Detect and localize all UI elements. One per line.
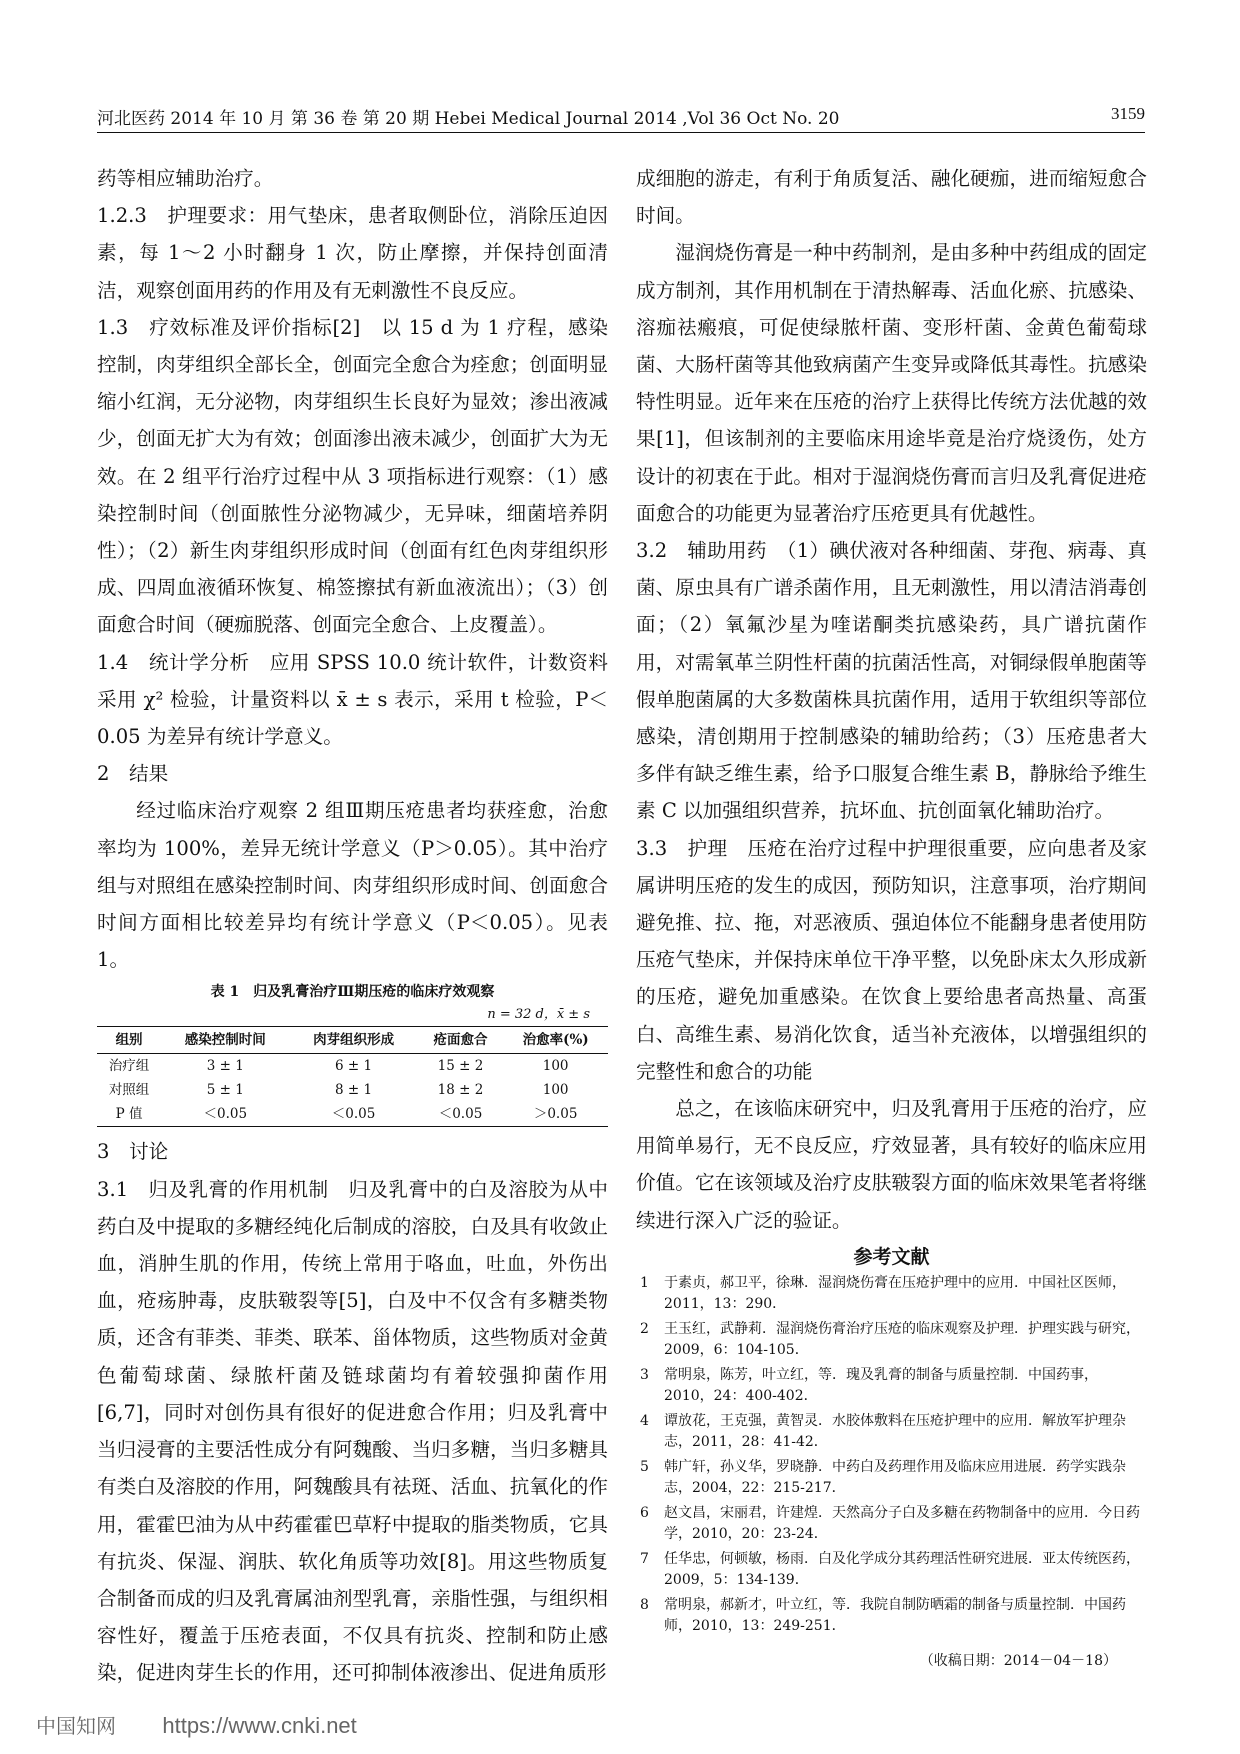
- paragraph-adjuvant: 3.2 辅助用药 （1）碘伏液对各种细菌、芽孢、病毒、真菌、原虫具有广谱杀菌作用，且无刺激性，用以清洁消毒创面；（2）氧氟沙星为喹诺酮类抗感染药，具广谱抗菌作用，对需氧革兰阴性杆菌的抗菌活性高，对铜绿假单胞菌等假单胞菌属的大多数菌株具抗菌作用，适用于软组织等部位感染，清创期用于控制感染的辅助给药；（3）压疮患者大多伴有缺乏维生素，给予口服复合维生素 B，静脉给予维生素 C 以加强组织营养，抗坏血、抗创面氧化辅助治疗。: [636, 539, 1147, 823]
- cnki-url[interactable]: https://www.cnki.net: [162, 1713, 357, 1738]
- table-cell: 100: [542, 1058, 569, 1075]
- paragraph-conclusion: 总之，在该临床研究中，归及乳膏用于压疮的治疗，应用简单易行，无不良反应，疗效显著，具有较好的临床应用价值。它在该领域及治疗皮肤皲裂方面的临床效果笔者将继续进行深入广泛的验证。: [636, 1097, 1147, 1232]
- reference-text: 王玉红，武静莉．湿润烧伤膏治疗压疮的临床观察及护理．护理实践与研究，2009，6：104-105．: [664, 1320, 1140, 1358]
- table-cell: ＜0.05: [438, 1106, 483, 1123]
- table-note: n = 32 d，x̄ ± s: [487, 1007, 590, 1023]
- table-header-cell: 组别: [115, 1032, 143, 1049]
- references-title: 参考文献: [853, 1245, 930, 1268]
- table-cell: 5 ± 1: [206, 1082, 244, 1099]
- table-header-cell: 疮面愈合: [433, 1032, 488, 1049]
- reference-item: [636, 1273, 1147, 1315]
- reference-number: 1: [640, 1274, 649, 1291]
- table-cell: 15 ± 2: [437, 1058, 484, 1075]
- reference-item: [636, 1457, 1147, 1499]
- paragraph-continued: 成细胞的游走，有利于角质复活、融化硬痂，进而缩短愈合时间。: [636, 167, 1147, 228]
- table-row: [97, 1078, 608, 1102]
- table-1: [97, 980, 608, 1127]
- header-rule: [97, 132, 1145, 133]
- watermark-footer: [36, 1710, 357, 1739]
- reference-item: [636, 1319, 1147, 1361]
- reference-list: [636, 1273, 1147, 1637]
- table-cell: ＜0.05: [331, 1106, 376, 1123]
- paragraph-statistics: 1.4 统计学分析 应用 SPSS 10.0 统计软件，计数资料采用 χ² 检验，计量资料以 x̄ ± s 表示，采用 t 检验，P＜0.05 为差异有统计学意义。: [97, 650, 608, 749]
- section-heading-discussion: 3 讨论: [97, 1140, 169, 1164]
- reference-text: 赵文昌，宋丽君，许建煌．天然高分子白及多糖在药物制备中的应用．今日药学，2010，20：23-24．: [664, 1504, 1140, 1542]
- paragraph-care: 3.3 护理 压疮在治疗过程中护理很重要，应向患者及家属讲明压疮的发生的成因，预防知识，注意事项，治疗期间避免推、拉、拖，对恶液质、强迫体位不能翻身患者使用防压疮气垫床，并保持床单位干净平整，以免卧床太久形成新的压疮，避免加重感染。在饮食上要给患者高热量、高蛋白、高维生素、易消化饮食，适当补充液体，以增强组织的完整性和愈合的功能: [636, 836, 1147, 1083]
- paragraph-mechanism: 3.1 归及乳膏的作用机制 归及乳膏中的白及溶胶为从中药白及中提取的多糖经纯化后制成的溶胶，白及具有收敛止血，消肿生肌的作用，传统上常用于咯血，吐血，外伤出血，疮疡肿毒，皮肤皲裂等[5]，白及中不仅含有多糖类物质，还含有菲类、菲类、联苯、甾体物质，这些物质对金黄色葡萄球菌、绿脓杆菌及链球菌均有着较强抑菌作用[6,7]，同时对创伤具有很好的促进愈合作用；归及乳膏中当归浸膏的主要活性成分有阿魏酸、当归多糖，当归多糖具有类白及溶胶的作用，阿魏酸具有祛斑、活血、抗氧化的作用，霍霍巴油为从中药霍霍巴草籽中提取的脂类物质，它具有抗炎、保湿、润肤、软化角质等功效[8]。用这些物质复合制备而成的归及乳膏属油剂型乳膏，亲脂性强，与组织相容性好，覆盖于压疮表面，不仅具有抗炎、控制和防止感染，促进肉芽生长的作用，还可抑制体液渗出、促进角质形: [97, 1177, 608, 1685]
- reference-number: 2: [640, 1320, 649, 1337]
- table-cell: 18 ± 2: [437, 1082, 484, 1099]
- reference-item: [636, 1549, 1147, 1591]
- received-date: （收稿日期：2014－04－18）: [919, 1652, 1117, 1669]
- paragraph-results: 经过临床治疗观察 2 组Ⅲ期压疮患者均获痊愈，治愈率均为 100%，差异无统计学意义（P＞0.05）。其中治疗组与对照组在感染控制时间、肉芽组织形成时间、创面愈合时间方面相比较差异均有统计学意义（P＜0.05）。见表 1。: [97, 799, 608, 972]
- reference-item: [636, 1411, 1147, 1453]
- table-cell: 治疗组: [108, 1058, 150, 1075]
- table-cell: 8 ± 1: [335, 1082, 373, 1099]
- table-cell: ＜0.05: [203, 1106, 248, 1123]
- reference-item: [636, 1365, 1147, 1407]
- table-header-row: [97, 1027, 608, 1054]
- reference-item: [636, 1595, 1147, 1637]
- table-row: [97, 1054, 608, 1079]
- table-cell: 3 ± 1: [206, 1058, 244, 1075]
- reference-number: 7: [640, 1550, 649, 1567]
- reference-text: 任华忠，何顿敏，杨雨．白及化学成分其药理活性研究进展．亚太传统医药，2009，5：134-139．: [664, 1550, 1140, 1588]
- right-column: [636, 160, 1147, 1669]
- reference-number: 4: [640, 1412, 649, 1429]
- page-number: 3159: [1111, 104, 1145, 123]
- reference-text: 韩广轩，孙义华，罗晓静．中药白及药理作用及临床应用进展．药学实践杂志，2004，22：215-217．: [664, 1458, 1126, 1496]
- reference-number: 6: [640, 1504, 649, 1521]
- paragraph-nursing: 1.2.3 护理要求：用气垫床，患者取侧卧位，消除压迫因素，每 1～2 小时翻身 1 次，防止摩擦，并保持创面清洁，观察创面用药的作用及有无刺激性不良反应。: [97, 204, 608, 302]
- reference-number: 3: [640, 1366, 649, 1383]
- running-header: [97, 104, 1145, 130]
- reference-item: [636, 1503, 1147, 1545]
- reference-text: 常明泉，陈芳，叶立红，等．瑰及乳膏的制备与质量控制．中国药事，2010，24：400-402．: [664, 1366, 1098, 1404]
- paragraph: 药等相应辅助治疗。: [97, 167, 274, 190]
- table-row: [97, 1102, 608, 1127]
- table-cell: P 值: [115, 1106, 143, 1123]
- table-caption: 表 1 归及乳膏治疗Ⅲ期压疮的临床疗效观察: [210, 984, 495, 1001]
- journal-line: 河北医药 2014 年 10 月 第 36 卷 第 20 期 Hebei Medical Journal 2014 ,Vol 36 Oct No. 20: [97, 109, 840, 129]
- cnki-brand: 中国知网: [36, 1714, 116, 1738]
- table-cell: 6 ± 1: [335, 1058, 373, 1075]
- results-table: [97, 1026, 608, 1127]
- reference-number: 8: [640, 1596, 649, 1613]
- table-header-cell: 感染控制时间: [184, 1032, 266, 1049]
- reference-number: 5: [640, 1458, 649, 1475]
- table-cell: ＞0.05: [533, 1106, 578, 1123]
- table-cell: 对照组: [108, 1082, 150, 1099]
- section-heading-results: 2 结果: [97, 762, 169, 786]
- paragraph-mebo: 湿润烧伤膏是一种中药制剂，是由多种中药组成的固定成方制剂，其作用机制在于清热解毒、活血化瘀、抗感染、溶痂祛瘢痕，可促使绿脓杆菌、变形杆菌、金黄色葡萄球菌、大肠杆菌等其他致病菌产生变异或降低其毒性。抗感染特性明显。近年来在压疮的治疗上获得比传统方法优越的效果[1]，但该制剂的主要临床用途毕竟是治疗烧烫伤，处方设计的初衷在于此。相对于湿润烧伤膏而言归及乳膏促进疮面愈合的功能更为显著治疗压疮更具有优越性。: [636, 241, 1147, 525]
- reference-text: 谭放花，王克强，黄智灵．水胶体敷料在压疮护理中的应用．解放军护理杂志，2011，28：41-42．: [664, 1412, 1126, 1450]
- table-header-cell: 治愈率(%): [522, 1032, 589, 1049]
- paragraph-criteria: 1.3 疗效标准及评价指标[2] 以 15 d 为 1 疗程，感染控制，肉芽组织全部长全，创面完全愈合为痊愈；创面明显缩小红润，无分泌物，肉芽组织生长良好为显效；渗出液减少，创面无扩大为有效；创面渗出液未减少，创面扩大为无效。在 2 组平行治疗过程中从 3 项指标进行观察：（1）感染控制时间（创面脓性分泌物减少，无异味，细菌培养阴性）；（2）新生肉芽组织形成时间（创面有红色肉芽组织形成、四周血液循环恢复、棉签擦拭有新血液流出）；（3）创面愈合时间（硬痂脱落、创面完全愈合、上皮覆盖）。: [97, 315, 608, 637]
- table-cell: 100: [542, 1082, 569, 1099]
- reference-text: 常明泉，郝新才，叶立红，等．我院自制防晒霜的制备与质量控制．中国药师，2010，13：249-251．: [664, 1596, 1126, 1634]
- table-header-cell: 肉芽组织形成: [313, 1032, 395, 1049]
- left-column: [97, 160, 608, 1685]
- reference-text: 于素贞，郝卫平，徐琳．湿润烧伤膏在压疮护理中的应用．中国社区医师，2011，13：290．: [664, 1274, 1126, 1312]
